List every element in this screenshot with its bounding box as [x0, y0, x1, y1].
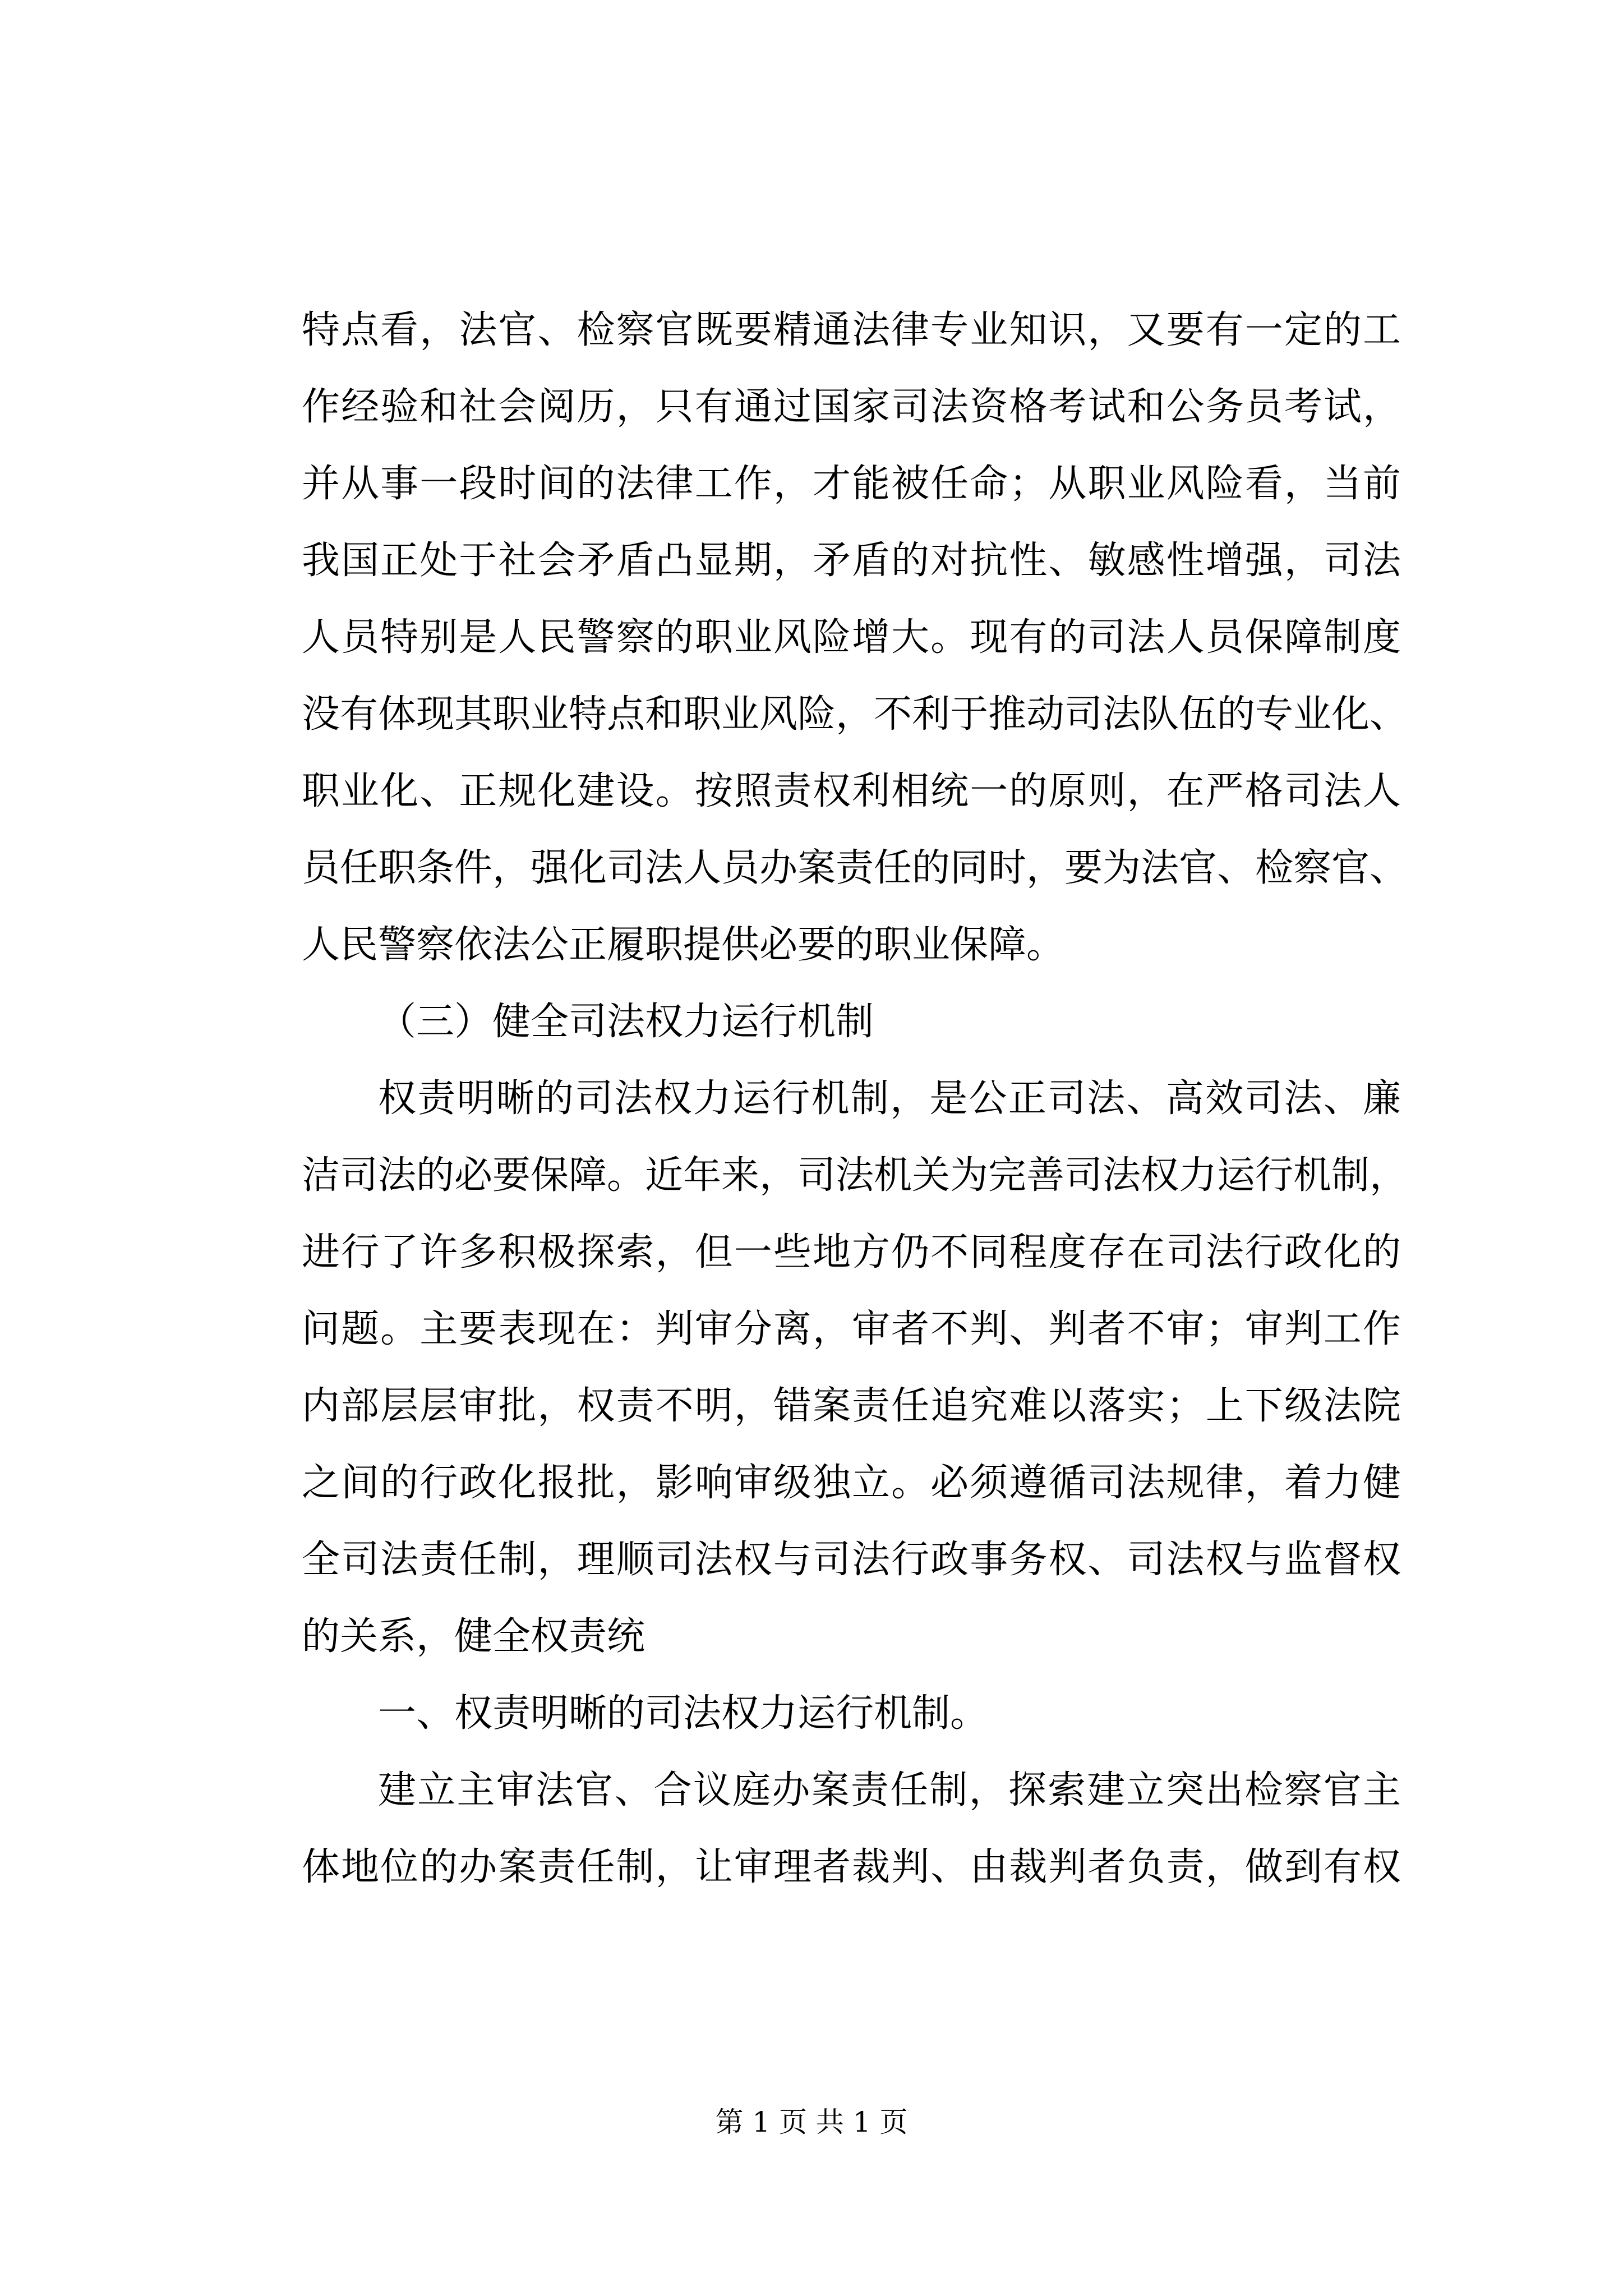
- text-line: 体地位的办案责任制，让审理者裁判、由裁判者负责，做到有权: [302, 1845, 1401, 1889]
- numbered-heading: 一、权责明晰的司法权力运行机制。: [378, 1691, 989, 1736]
- text-line: 作经验和社会阅历，只有通过国家司法资格考试和公务员考试，: [302, 385, 1401, 429]
- page-footer: [0, 2102, 1623, 2142]
- page-number-label: 第 1 页 共 1 页: [715, 2106, 908, 2138]
- text-line: 全司法责任制，理顺司法权与司法行政事务权、司法权与监督权: [302, 1538, 1401, 1582]
- text-line: 内部层层审批，权责不明，错案责任追究难以落实；上下级法院: [302, 1384, 1401, 1428]
- text-line: 之间的行政化报批，影响审级独立。必须遵循司法规律，着力健: [302, 1461, 1401, 1505]
- text-line: 人民警察依法公正履职提供必要的职业保障。: [302, 923, 1065, 967]
- text-line: 没有体现其职业特点和职业风险，不利于推动司法队伍的专业化、: [302, 692, 1408, 737]
- text-line: 人员特别是人民警察的职业风险增大。现有的司法人员保障制度: [302, 615, 1401, 660]
- text-line: 洁司法的必要保障。近年来，司法机关为完善司法权力运行机制，: [302, 1153, 1408, 1198]
- text-line: 建立主审法官、合议庭办案责任制，探索建立突出检察官主: [378, 1768, 1401, 1812]
- text-line: 权责明晰的司法权力运行机制，是公正司法、高效司法、廉: [378, 1076, 1401, 1121]
- document-body: [302, 292, 1408, 1906]
- text-line: 我国正处于社会矛盾凸显期，矛盾的对抗性、敏感性增强，司法: [302, 539, 1401, 583]
- text-line: 员任职条件，强化司法人员办案责任的同时，要为法官、检察官、: [302, 846, 1408, 890]
- text-line: 进行了许多积极探索，但一些地方仍不同程度存在司法行政化的: [302, 1230, 1401, 1274]
- text-line: 特点看，法官、检察官既要精通法律专业知识，又要有一定的工: [302, 308, 1401, 352]
- text-line: 并从事一段时间的法律工作，才能被任命；从职业风险看，当前: [302, 462, 1401, 506]
- section-heading: （三）健全司法权力运行机制: [378, 1000, 874, 1044]
- text-line: 问题。主要表现在：判审分离，审者不判、判者不审；审判工作: [302, 1307, 1401, 1351]
- text-line: 的关系，健全权责统: [302, 1614, 645, 1659]
- text-line: 职业化、正规化建设。按照责权利相统一的原则，在严格司法人: [302, 769, 1401, 813]
